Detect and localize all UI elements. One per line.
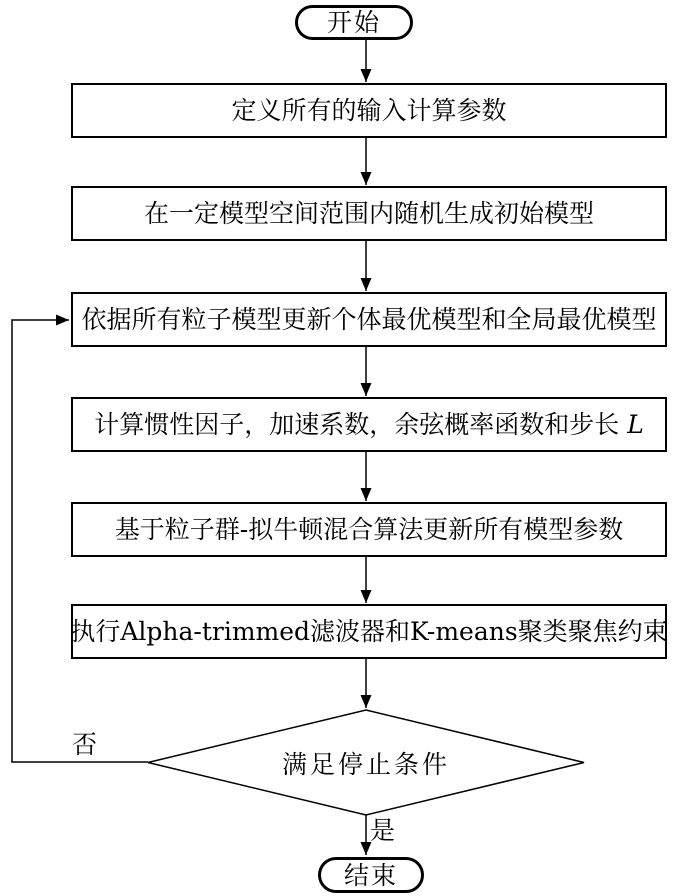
step-label: 在一定模型空间范围内随机生成初始模型 xyxy=(143,199,594,228)
no-branch-label: 否 xyxy=(72,730,98,759)
decision-diamond xyxy=(148,710,584,815)
step-label: 计算惯性因子，加速系数，余弦概率函数和步长 xyxy=(94,410,620,439)
step-label: 定义所有的输入计算参数 xyxy=(231,96,507,125)
start-label: 开始 xyxy=(326,8,381,37)
step-generate-initial-models xyxy=(71,186,667,241)
decision-label: 满足停止条件 xyxy=(281,749,450,779)
step-hybrid-algorithm-update xyxy=(71,502,667,557)
end-label: 结束 xyxy=(343,860,398,890)
step-filter-and-clustering xyxy=(71,604,667,659)
step-label: 基于粒子群-拟牛顿混合算法更新所有模型参数 xyxy=(114,515,624,544)
step-label: 依据所有粒子模型更新个体最优模型和全局最优模型 xyxy=(81,305,657,334)
start-node xyxy=(295,5,413,40)
step-define-inputs xyxy=(71,83,667,138)
yes-branch-label: 是 xyxy=(370,816,396,845)
end-node xyxy=(318,857,424,893)
step-label: 执行Alpha-trimmed滤波器和K-means聚类聚焦约束 xyxy=(70,617,668,646)
step-update-best-models xyxy=(71,292,667,347)
step-length-variable: L xyxy=(627,410,644,439)
step-compute-factors-step-length xyxy=(71,397,667,452)
